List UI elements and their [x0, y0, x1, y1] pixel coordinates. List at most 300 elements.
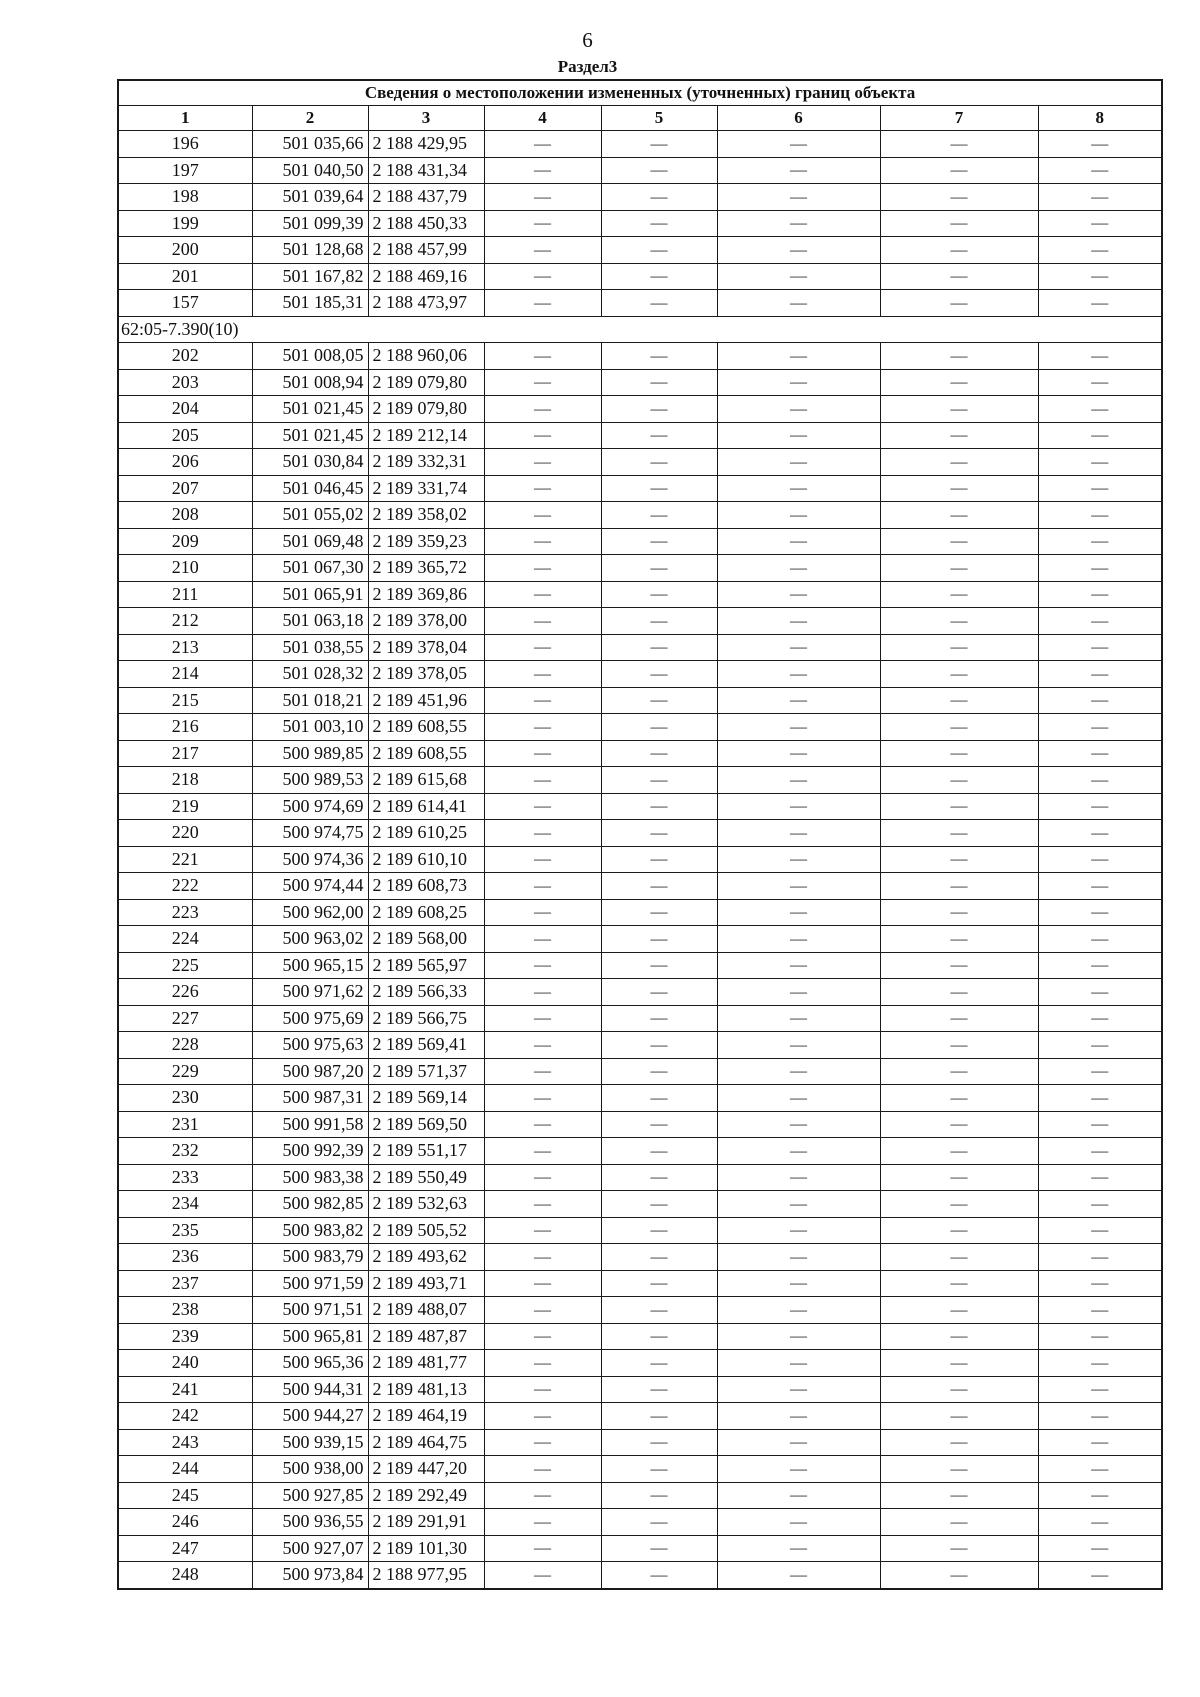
coordinate-x: 501 021,45 [252, 396, 368, 423]
empty-dash: — [484, 1456, 601, 1483]
empty-dash: — [484, 926, 601, 953]
table-row [118, 1164, 1162, 1191]
coordinate-x: 501 030,84 [252, 449, 368, 476]
coordinate-y: 2 189 464,19 [368, 1403, 484, 1430]
coordinate-x: 500 982,85 [252, 1191, 368, 1218]
point-number: 240 [118, 1350, 252, 1377]
empty-dash: — [880, 979, 1038, 1006]
coordinate-x: 501 128,68 [252, 237, 368, 264]
empty-dash: — [1038, 1509, 1162, 1536]
table-row [118, 502, 1162, 529]
coordinate-y: 2 189 079,80 [368, 369, 484, 396]
empty-dash: — [880, 1164, 1038, 1191]
table-row [118, 1562, 1162, 1589]
coordinate-y: 2 189 551,17 [368, 1138, 484, 1165]
coordinate-x: 501 035,66 [252, 131, 368, 158]
table-row [118, 237, 1162, 264]
empty-dash: — [717, 1429, 880, 1456]
empty-dash: — [717, 290, 880, 317]
empty-dash: — [1038, 237, 1162, 264]
table-row [118, 581, 1162, 608]
empty-dash: — [601, 1535, 717, 1562]
empty-dash: — [717, 502, 880, 529]
coordinate-x: 500 927,85 [252, 1482, 368, 1509]
coordinate-y: 2 188 457,99 [368, 237, 484, 264]
empty-dash: — [484, 528, 601, 555]
coordinate-x: 501 063,18 [252, 608, 368, 635]
empty-dash: — [484, 396, 601, 423]
coordinate-y: 2 189 292,49 [368, 1482, 484, 1509]
point-number: 217 [118, 740, 252, 767]
empty-dash: — [601, 422, 717, 449]
empty-dash: — [717, 1270, 880, 1297]
empty-dash: — [880, 343, 1038, 370]
empty-dash: — [484, 1376, 601, 1403]
empty-dash: — [484, 157, 601, 184]
empty-dash: — [601, 475, 717, 502]
empty-dash: — [1038, 899, 1162, 926]
coordinate-y: 2 189 550,49 [368, 1164, 484, 1191]
table-row [118, 608, 1162, 635]
empty-dash: — [1038, 714, 1162, 741]
table-row [118, 1191, 1162, 1218]
empty-dash: — [1038, 1535, 1162, 1562]
empty-dash: — [601, 1482, 717, 1509]
coordinate-y: 2 189 359,23 [368, 528, 484, 555]
point-number: 198 [118, 184, 252, 211]
empty-dash: — [601, 687, 717, 714]
coordinate-y: 2 189 610,10 [368, 846, 484, 873]
point-number: 200 [118, 237, 252, 264]
coordinate-x: 500 992,39 [252, 1138, 368, 1165]
coordinate-x: 501 028,32 [252, 661, 368, 688]
empty-dash: — [601, 369, 717, 396]
empty-dash: — [601, 661, 717, 688]
coordinate-y: 2 188 429,95 [368, 131, 484, 158]
point-number: 196 [118, 131, 252, 158]
empty-dash: — [601, 1270, 717, 1297]
table-row [118, 687, 1162, 714]
coordinate-y: 2 189 365,72 [368, 555, 484, 582]
empty-dash: — [1038, 1297, 1162, 1324]
empty-dash: — [880, 1403, 1038, 1430]
empty-dash: — [880, 899, 1038, 926]
point-number: 238 [118, 1297, 252, 1324]
coordinate-y: 2 189 505,52 [368, 1217, 484, 1244]
point-number: 201 [118, 263, 252, 290]
empty-dash: — [484, 475, 601, 502]
empty-dash: — [484, 1164, 601, 1191]
empty-dash: — [717, 1376, 880, 1403]
empty-dash: — [880, 1376, 1038, 1403]
empty-dash: — [880, 767, 1038, 794]
empty-dash: — [717, 581, 880, 608]
table-title-row [118, 80, 1162, 106]
group-row [118, 316, 1162, 343]
empty-dash: — [880, 184, 1038, 211]
empty-dash: — [484, 1270, 601, 1297]
point-number: 157 [118, 290, 252, 317]
group-label: 62:05-7.390(10) [118, 316, 1162, 343]
coordinate-x: 500 939,15 [252, 1429, 368, 1456]
empty-dash: — [484, 714, 601, 741]
empty-dash: — [601, 926, 717, 953]
coordinate-x: 500 963,02 [252, 926, 368, 953]
coordinate-y: 2 189 488,07 [368, 1297, 484, 1324]
coordinate-x: 501 167,82 [252, 263, 368, 290]
coordinate-x: 500 974,44 [252, 873, 368, 900]
table-row [118, 449, 1162, 476]
coordinate-y: 2 188 431,34 [368, 157, 484, 184]
empty-dash: — [484, 952, 601, 979]
empty-dash: — [717, 1323, 880, 1350]
coordinate-x: 500 965,81 [252, 1323, 368, 1350]
empty-dash: — [1038, 608, 1162, 635]
coordinate-y: 2 188 469,16 [368, 263, 484, 290]
empty-dash: — [717, 157, 880, 184]
empty-dash: — [717, 820, 880, 847]
table-row [118, 1085, 1162, 1112]
point-number: 237 [118, 1270, 252, 1297]
point-number: 209 [118, 528, 252, 555]
point-number: 202 [118, 343, 252, 370]
empty-dash: — [717, 1482, 880, 1509]
coordinate-x: 501 185,31 [252, 290, 368, 317]
table-row [118, 1535, 1162, 1562]
empty-dash: — [717, 475, 880, 502]
empty-dash: — [601, 1244, 717, 1271]
empty-dash: — [484, 1509, 601, 1536]
empty-dash: — [717, 661, 880, 688]
empty-dash: — [717, 422, 880, 449]
empty-dash: — [717, 687, 880, 714]
table-row [118, 396, 1162, 423]
coordinate-x: 500 965,15 [252, 952, 368, 979]
point-number: 204 [118, 396, 252, 423]
empty-dash: — [880, 687, 1038, 714]
coordinate-x: 500 971,51 [252, 1297, 368, 1324]
empty-dash: — [1038, 369, 1162, 396]
point-number: 245 [118, 1482, 252, 1509]
empty-dash: — [1038, 1005, 1162, 1032]
coordinate-y: 2 188 473,97 [368, 290, 484, 317]
empty-dash: — [484, 1429, 601, 1456]
column-header: 1 [118, 106, 252, 131]
table-row [118, 475, 1162, 502]
coordinate-x: 500 974,75 [252, 820, 368, 847]
coordinate-y: 2 189 101,30 [368, 1535, 484, 1562]
empty-dash: — [717, 926, 880, 953]
point-number: 236 [118, 1244, 252, 1271]
coordinate-y: 2 189 481,13 [368, 1376, 484, 1403]
empty-dash: — [1038, 396, 1162, 423]
empty-dash: — [601, 979, 717, 1006]
coordinate-y: 2 189 481,77 [368, 1350, 484, 1377]
empty-dash: — [880, 952, 1038, 979]
point-number: 227 [118, 1005, 252, 1032]
coordinate-y: 2 189 369,86 [368, 581, 484, 608]
empty-dash: — [1038, 873, 1162, 900]
table-row [118, 369, 1162, 396]
table-row [118, 873, 1162, 900]
empty-dash: — [484, 210, 601, 237]
empty-dash: — [484, 263, 601, 290]
coordinate-y: 2 189 378,00 [368, 608, 484, 635]
point-number: 203 [118, 369, 252, 396]
coordinate-x: 500 983,79 [252, 1244, 368, 1271]
empty-dash: — [880, 290, 1038, 317]
column-header: 2 [252, 106, 368, 131]
empty-dash: — [880, 528, 1038, 555]
coordinate-x: 500 965,36 [252, 1350, 368, 1377]
empty-dash: — [717, 767, 880, 794]
empty-dash: — [484, 1058, 601, 1085]
empty-dash: — [601, 396, 717, 423]
empty-dash: — [601, 1085, 717, 1112]
empty-dash: — [601, 1217, 717, 1244]
coordinate-y: 2 189 332,31 [368, 449, 484, 476]
coordinate-x: 500 962,00 [252, 899, 368, 926]
empty-dash: — [880, 555, 1038, 582]
empty-dash: — [717, 1085, 880, 1112]
empty-dash: — [880, 1032, 1038, 1059]
empty-dash: — [484, 1350, 601, 1377]
table-row [118, 555, 1162, 582]
empty-dash: — [1038, 1456, 1162, 1483]
empty-dash: — [484, 1482, 601, 1509]
coordinate-x: 501 008,94 [252, 369, 368, 396]
empty-dash: — [601, 581, 717, 608]
empty-dash: — [1038, 926, 1162, 953]
empty-dash: — [484, 502, 601, 529]
empty-dash: — [484, 899, 601, 926]
coordinate-y: 2 188 450,33 [368, 210, 484, 237]
empty-dash: — [484, 767, 601, 794]
empty-dash: — [717, 396, 880, 423]
coordinate-y: 2 189 212,14 [368, 422, 484, 449]
coordinate-x: 501 003,10 [252, 714, 368, 741]
empty-dash: — [717, 1297, 880, 1324]
empty-dash: — [1038, 343, 1162, 370]
empty-dash: — [1038, 661, 1162, 688]
empty-dash: — [717, 1058, 880, 1085]
empty-dash: — [601, 1509, 717, 1536]
empty-dash: — [1038, 422, 1162, 449]
coordinate-x: 500 989,85 [252, 740, 368, 767]
empty-dash: — [601, 1376, 717, 1403]
table-row [118, 1403, 1162, 1430]
column-header: 8 [1038, 106, 1162, 131]
section-title: Раздел3 [557, 57, 618, 76]
empty-dash: — [484, 979, 601, 1006]
empty-dash: — [1038, 475, 1162, 502]
point-number: 228 [118, 1032, 252, 1059]
empty-dash: — [601, 528, 717, 555]
empty-dash: — [880, 369, 1038, 396]
empty-dash: — [880, 422, 1038, 449]
empty-dash: — [1038, 820, 1162, 847]
empty-dash: — [880, 1244, 1038, 1271]
table-row [118, 634, 1162, 661]
empty-dash: — [601, 1350, 717, 1377]
empty-dash: — [484, 555, 601, 582]
empty-dash: — [601, 449, 717, 476]
coordinate-x: 500 975,63 [252, 1032, 368, 1059]
empty-dash: — [1038, 687, 1162, 714]
empty-dash: — [601, 1191, 717, 1218]
empty-dash: — [717, 1217, 880, 1244]
table-row [118, 1138, 1162, 1165]
coordinate-y: 2 189 464,75 [368, 1429, 484, 1456]
empty-dash: — [880, 1085, 1038, 1112]
coordinate-y: 2 189 358,02 [368, 502, 484, 529]
table-row [118, 1005, 1162, 1032]
point-number: 222 [118, 873, 252, 900]
empty-dash: — [717, 1350, 880, 1377]
table-row [118, 926, 1162, 953]
empty-dash: — [1038, 1191, 1162, 1218]
table-row [118, 1482, 1162, 1509]
point-number: 229 [118, 1058, 252, 1085]
coordinate-x: 500 936,55 [252, 1509, 368, 1536]
coordinate-x: 501 040,50 [252, 157, 368, 184]
empty-dash: — [484, 1244, 601, 1271]
empty-dash: — [717, 846, 880, 873]
point-number: 233 [118, 1164, 252, 1191]
empty-dash: — [717, 1456, 880, 1483]
empty-dash: — [484, 290, 601, 317]
empty-dash: — [1038, 767, 1162, 794]
point-number: 221 [118, 846, 252, 873]
point-number: 215 [118, 687, 252, 714]
empty-dash: — [601, 767, 717, 794]
empty-dash: — [717, 1138, 880, 1165]
coordinate-x: 500 938,00 [252, 1456, 368, 1483]
empty-dash: — [880, 1138, 1038, 1165]
empty-dash: — [880, 1217, 1038, 1244]
empty-dash: — [1038, 184, 1162, 211]
empty-dash: — [1038, 581, 1162, 608]
empty-dash: — [717, 1403, 880, 1430]
empty-dash: — [1038, 1429, 1162, 1456]
empty-dash: — [601, 184, 717, 211]
coordinate-y: 2 189 565,97 [368, 952, 484, 979]
empty-dash: — [880, 1535, 1038, 1562]
empty-dash: — [484, 1562, 601, 1589]
empty-dash: — [484, 1032, 601, 1059]
coordinate-y: 2 189 291,91 [368, 1509, 484, 1536]
point-number: 248 [118, 1562, 252, 1589]
empty-dash: — [1038, 846, 1162, 873]
empty-dash: — [484, 873, 601, 900]
coordinate-y: 2 189 487,87 [368, 1323, 484, 1350]
coordinate-x: 501 018,21 [252, 687, 368, 714]
coordinate-x: 501 065,91 [252, 581, 368, 608]
coordinate-x: 500 927,07 [252, 1535, 368, 1562]
coordinate-y: 2 189 566,33 [368, 979, 484, 1006]
empty-dash: — [717, 263, 880, 290]
empty-dash: — [1038, 1244, 1162, 1271]
table-row [118, 1509, 1162, 1536]
coordinate-x: 501 008,05 [252, 343, 368, 370]
empty-dash: — [717, 555, 880, 582]
coordinate-x: 501 069,48 [252, 528, 368, 555]
empty-dash: — [880, 740, 1038, 767]
empty-dash: — [1038, 157, 1162, 184]
empty-dash: — [1038, 979, 1162, 1006]
table-row [118, 528, 1162, 555]
empty-dash: — [717, 528, 880, 555]
empty-dash: — [880, 396, 1038, 423]
empty-dash: — [1038, 1217, 1162, 1244]
coordinate-y: 2 189 378,05 [368, 661, 484, 688]
empty-dash: — [484, 661, 601, 688]
empty-dash: — [717, 369, 880, 396]
table-row [118, 1032, 1162, 1059]
table-row [118, 820, 1162, 847]
coordinate-x: 500 989,53 [252, 767, 368, 794]
table-row [118, 131, 1162, 158]
table-row [118, 1456, 1162, 1483]
point-number: 231 [118, 1111, 252, 1138]
coordinate-y: 2 189 608,73 [368, 873, 484, 900]
empty-dash: — [880, 449, 1038, 476]
empty-dash: — [880, 1191, 1038, 1218]
empty-dash: — [601, 1323, 717, 1350]
point-number: 244 [118, 1456, 252, 1483]
point-number: 242 [118, 1403, 252, 1430]
empty-dash: — [484, 1403, 601, 1430]
empty-dash: — [1038, 1164, 1162, 1191]
point-number: 234 [118, 1191, 252, 1218]
empty-dash: — [717, 210, 880, 237]
empty-dash: — [601, 899, 717, 926]
empty-dash: — [717, 634, 880, 661]
coordinate-y: 2 189 532,63 [368, 1191, 484, 1218]
coordinate-x: 500 983,82 [252, 1217, 368, 1244]
table-row [118, 661, 1162, 688]
point-number: 212 [118, 608, 252, 635]
empty-dash: — [880, 1297, 1038, 1324]
empty-dash: — [717, 1562, 880, 1589]
empty-dash: — [880, 608, 1038, 635]
coordinate-y: 2 189 615,68 [368, 767, 484, 794]
empty-dash: — [601, 1111, 717, 1138]
empty-dash: — [1038, 1138, 1162, 1165]
empty-dash: — [1038, 1111, 1162, 1138]
empty-dash: — [717, 1005, 880, 1032]
empty-dash: — [880, 581, 1038, 608]
page-number: 6 [582, 28, 593, 52]
coordinate-x: 500 987,20 [252, 1058, 368, 1085]
empty-dash: — [601, 714, 717, 741]
point-number: 246 [118, 1509, 252, 1536]
empty-dash: — [484, 422, 601, 449]
table-row [118, 157, 1162, 184]
empty-dash: — [1038, 1482, 1162, 1509]
empty-dash: — [484, 1297, 601, 1324]
coordinate-x: 500 973,84 [252, 1562, 368, 1589]
coordinate-y: 2 189 569,50 [368, 1111, 484, 1138]
table-row [118, 343, 1162, 370]
point-number: 208 [118, 502, 252, 529]
empty-dash: — [717, 1509, 880, 1536]
empty-dash: — [484, 634, 601, 661]
coordinate-y: 2 188 977,95 [368, 1562, 484, 1589]
empty-dash: — [484, 1138, 601, 1165]
point-number: 224 [118, 926, 252, 953]
coordinate-y: 2 188 437,79 [368, 184, 484, 211]
